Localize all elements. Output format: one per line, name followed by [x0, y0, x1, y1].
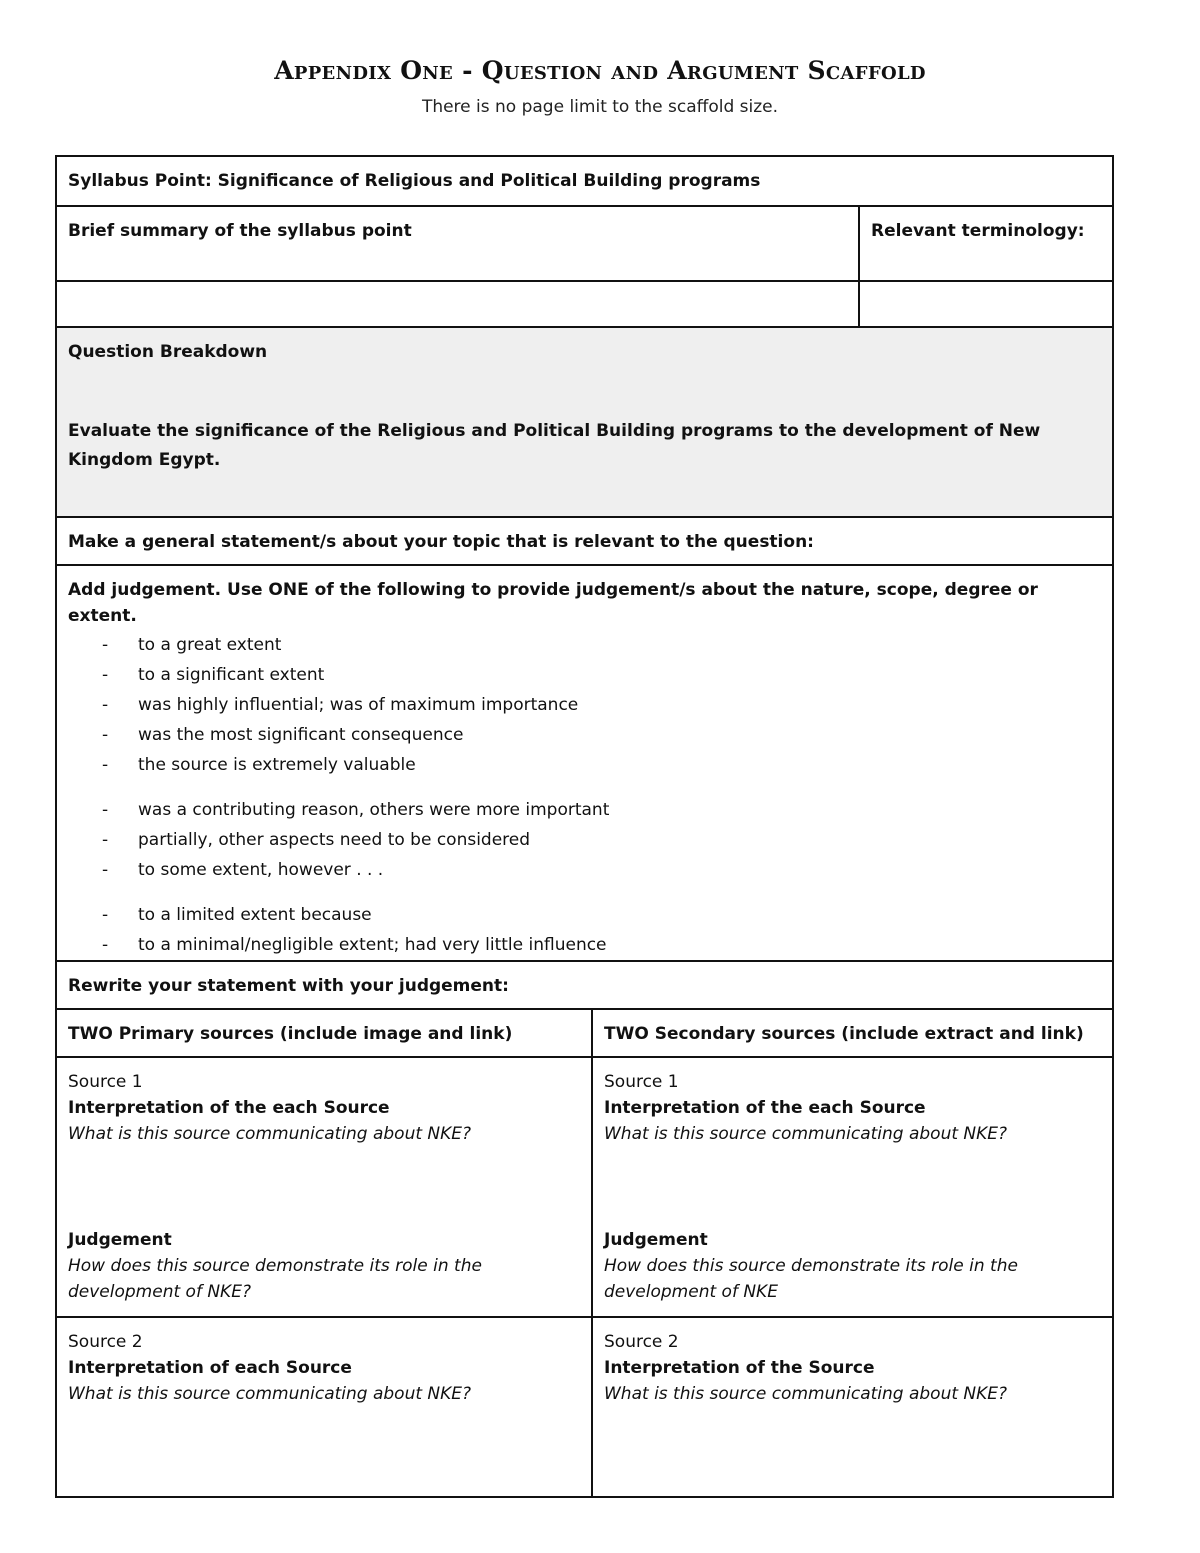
summary-answer-row: [56, 281, 1113, 327]
general-statement-label: Make a general statement/s about your topic that is relevant to the question:: [56, 517, 1113, 565]
judgement-list-moderate: [68, 795, 1101, 885]
interpretation-prompt: What is this source communicating about NKE?: [68, 1124, 472, 1144]
source2-row: [56, 1317, 1113, 1497]
list-item: - the source is extremely valuable: [68, 750, 1101, 780]
list-item: - was highly influential; was of maximum importance: [68, 690, 1101, 720]
primary-sources-header: TWO Primary sources (include image and link): [56, 1009, 592, 1057]
judgement-intro: Add judgement. Use ONE of the following to provide judgement/s about the nature, scope, degree or extent.: [68, 580, 1038, 626]
primary-source1-cell[interactable]: [56, 1057, 592, 1317]
judgement-list-strong: [68, 630, 1101, 780]
source-label: Source 2: [68, 1332, 143, 1352]
judgement-prompt: How does this source demonstrate its role in the development of NKE?: [68, 1256, 482, 1302]
question-breakdown-cell: [56, 327, 1113, 517]
relevant-terminology-answer-cell[interactable]: [859, 281, 1113, 327]
scaffold-table: [55, 155, 1114, 1498]
list-item: - to a significant extent: [68, 660, 1101, 690]
rewrite-label: Rewrite your statement with your judgement:: [56, 961, 1113, 1009]
judgement-row: [56, 565, 1113, 961]
judgement-heading: Judgement: [604, 1230, 708, 1250]
interpretation-heading: Interpretation of the each Source: [604, 1098, 926, 1118]
secondary-source1-cell[interactable]: [592, 1057, 1113, 1317]
syllabus-point-row: [56, 156, 1113, 206]
question-breakdown-row: [56, 327, 1113, 517]
source-label: Source 2: [604, 1332, 679, 1352]
question-breakdown-heading: Question Breakdown: [68, 342, 268, 362]
general-statement-row: [56, 517, 1113, 565]
page-title: Appendix One - Question and Argument Scaffold: [274, 56, 926, 85]
sources-header-row: [56, 1009, 1113, 1057]
question-text: Evaluate the significance of the Religious and Political Building programs to the development of New Kingdom Egypt.: [68, 421, 1041, 470]
primary-source2-cell[interactable]: [56, 1317, 592, 1497]
brief-summary-answer-cell[interactable]: [56, 281, 859, 327]
list-item: - to a minimal/negligible extent; had very little influence: [68, 930, 1101, 960]
brief-summary-label: Brief summary of the syllabus point: [56, 206, 859, 281]
judgement-list-weak: [68, 900, 1101, 960]
interpretation-prompt: What is this source communicating about NKE?: [68, 1384, 472, 1404]
list-item: - to some extent, however . . .: [68, 855, 1101, 885]
interpretation-prompt: What is this source communicating about NKE?: [604, 1124, 1008, 1144]
secondary-sources-header: TWO Secondary sources (include extract and link): [592, 1009, 1113, 1057]
secondary-source2-cell[interactable]: [592, 1317, 1113, 1497]
syllabus-point-cell: Syllabus Point: Significance of Religious and Political Building programs: [56, 156, 1113, 206]
list-item: - was the most significant consequence: [68, 720, 1101, 750]
judgement-heading: Judgement: [68, 1230, 172, 1250]
interpretation-heading: Interpretation of the each Source: [68, 1098, 390, 1118]
list-item: - to a great extent: [68, 630, 1101, 660]
list-item: - to a limited extent because: [68, 900, 1101, 930]
source-label: Source 1: [604, 1072, 679, 1092]
judgement-prompt: How does this source demonstrate its role in the development of NKE: [604, 1256, 1018, 1302]
interpretation-heading: Interpretation of each Source: [68, 1358, 352, 1378]
relevant-terminology-label: Relevant terminology:: [859, 206, 1113, 281]
list-item: - was a contributing reason, others were more important: [68, 795, 1101, 825]
summary-header-row: [56, 206, 1113, 281]
interpretation-prompt: What is this source communicating about NKE?: [604, 1384, 1008, 1404]
judgement-cell: [56, 565, 1113, 961]
list-item: - partially, other aspects need to be considered: [68, 825, 1101, 855]
source-label: Source 1: [68, 1072, 143, 1092]
source1-row: [56, 1057, 1113, 1317]
rewrite-row: [56, 961, 1113, 1009]
page-subtitle: There is no page limit to the scaffold size.: [421, 97, 779, 117]
interpretation-heading: Interpretation of the Source: [604, 1358, 875, 1378]
